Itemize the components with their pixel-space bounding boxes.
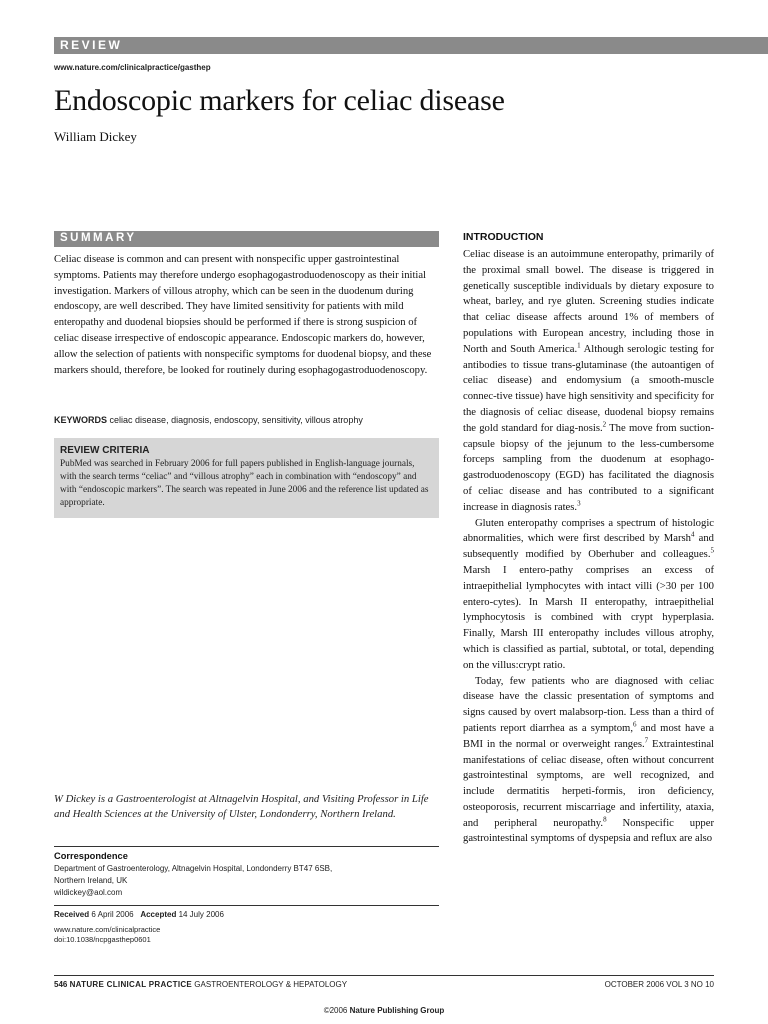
text-run: Nonspecific upper gastrointestinal symptoms of dyspepsia and reflux are also: [463, 817, 714, 845]
correspondence-address: [54, 863, 332, 899]
received-accepted-dates: [54, 910, 224, 919]
divider: [54, 846, 439, 847]
reference-6[interactable]: 6: [633, 720, 637, 729]
article-links: [54, 925, 160, 945]
summary-label: SUMMARY: [60, 232, 137, 244]
footer-issue: OCTOBER 2006 VOL 3 NO 10: [604, 980, 714, 989]
footer-journal: [54, 980, 347, 989]
correspondence-heading: Correspondence: [54, 851, 128, 861]
section-label: REVIEW: [60, 38, 123, 52]
section-header-bar: [54, 37, 768, 54]
text-run: The move from suction-capsule biopsy of the jejunum to the less-cumbersome forceps sampling from the duodenum at esophago-gastroduodenoscopy (EGD) has facilitated the diagnosis of celiac disease and has contributed to a significant increase in diagnosis rates.: [463, 422, 714, 513]
footer-divider: [54, 975, 714, 976]
introduction-heading: INTRODUCTION: [463, 231, 544, 243]
article-title: Endoscopic markers for celiac disease: [54, 84, 505, 117]
reference-3[interactable]: 3: [577, 499, 581, 508]
email-link[interactable]: wildickey@aol.com: [54, 888, 123, 897]
keywords-list: celiac disease, diagnosis, endoscopy, sensitivity, villous atrophy: [109, 415, 363, 425]
accepted-label: Accepted: [140, 910, 177, 919]
keywords-label: KEYWORDS: [54, 415, 108, 425]
reference-4[interactable]: 4: [690, 530, 695, 539]
reference-8[interactable]: 8: [603, 815, 607, 824]
text-run: and most have a BMI in the normal or overweight ranges.: [463, 722, 714, 750]
reference-2[interactable]: 2: [602, 420, 607, 429]
paragraph: [463, 247, 714, 516]
author-name: William Dickey: [54, 129, 137, 144]
reference-5[interactable]: 5: [710, 546, 714, 555]
copyright-year: ©2006: [323, 1006, 348, 1015]
divider: [54, 905, 439, 906]
copyright-line: [0, 1006, 768, 1015]
received-label: Received: [54, 910, 90, 919]
summary-header-bar: [54, 231, 439, 247]
text-run: Although serologic testing for antibodies to tissue trans-glutaminase (the autoantigen of celiac disease) and endomysium (a smooth-muscle connec-tive tissue) have high sensitivity and specificity for the diagnosis of celiac disease, duodenal biopsy remains the gold standard for diag-nosis.: [463, 343, 714, 434]
text-run: Extraintestinal manifestations of celiac disease, often without concurrent gastrointestinal symptoms, are well recognized, and include dermatitis herpeti-formis, iron deficiency, osteoporosis, recurrent miscarriage and infertility, ataxia, and peripheral neuropathy.: [463, 738, 714, 829]
review-criteria-text: PubMed was searched in February 2006 for full papers published in English-language journals, with the search terms “celiac” and “villous atrophy” each in combination with “endoscopy” and with “endoscopic markers”. The search was repeated in June 2006 and the reference list updated as appropriate.: [60, 459, 429, 508]
journal-subject: GASTROENTEROLOGY & HEPATOLOGY: [194, 980, 348, 989]
reference-1[interactable]: 1: [577, 341, 581, 350]
journal-url[interactable]: www.nature.com/clinicalpractice: [54, 925, 161, 934]
text-run: and subsequently modified by Oberhuber and colleagues.: [463, 533, 714, 561]
text-run: Celiac disease is an autoimmune enteropathy, primarily of the proximal small bowel. The disease is triggered in genetically susceptible individuals by dietary exposure to wheat, barley, and rye gluten. Screening studies indicate that celiac disease affects around 1% of members of populations with European ancestry, including those in North and South America.: [463, 249, 714, 355]
publisher-name: Nature Publishing Group: [349, 1006, 445, 1015]
doi-link[interactable]: doi:10.1038/ncpgasthep0601: [54, 935, 151, 944]
received-date: 6 April 2006: [91, 910, 134, 919]
paragraph: [463, 516, 714, 674]
introduction-body: [463, 247, 714, 847]
review-criteria-heading: REVIEW CRITERIA: [60, 445, 150, 456]
summary-text: Celiac disease is common and can present with nonspecific upper gastrointestinal symptoms. Patients may therefore undergo esophagogastroduodenoscopy as their initial investigation. Markers of villous atrophy, which can be seen in the duodenum during endoscopy, are well described. They have limited sensitivity for patients with mild enteropathy and duodenal biopsies should be performed if there is strong suspicion of celiac disease irrespective of endoscopic appearance. Endoscopic markers do, however, allow the selection of patients with nonspecific symptoms for duodenal biopsy, and these markers should, therefore, be looked for routinely during esophagogastroduodenoscopy.: [54, 254, 432, 376]
text-run: Marsh I entero-pathy comprises an excess of intraepithelial lymphocytes with intact villi (>30 per 100 entero-cytes). In Marsh II enteropathy, intraepithelial lymphocytosis is combined with crypt hyperplasia. Finally, Marsh III enteropathy includes villous atrophy, which is classified as partial, subtotal, or total, depending on the villus:crypt ratio.: [463, 564, 714, 671]
address-line: Department of Gastroenterology, Altnagelvin Hospital, Londonderry BT47 6SB,: [54, 864, 333, 873]
text-run: Gluten enteropathy comprises a spectrum of histologic abnormalities, which were first described by Marsh: [463, 517, 714, 545]
author-bio: W Dickey is a Gastroenterologist at Altnagelvin Hospital, and Visiting Professor in Life and Health Sciences at the University of Ulster, Londonderry, Northern Ireland.: [54, 793, 429, 821]
reference-7[interactable]: 7: [644, 736, 649, 745]
text-run: Today, few patients who are diagnosed with celiac disease have the classic presentation of symptoms and signs caused by overt malabsorp-tion. Less than a third of patients report diarrhea as a symptom,: [463, 675, 714, 734]
paragraph: [463, 674, 714, 848]
journal-name: NATURE CLINICAL PRACTICE: [69, 980, 193, 989]
keywords-line: [54, 415, 439, 425]
site-url[interactable]: www.nature.com/clinicalpractice/gasthep: [54, 63, 211, 72]
accepted-date: 14 July 2006: [178, 910, 224, 919]
review-criteria-box: [54, 438, 439, 518]
page-number: 546: [54, 980, 68, 989]
address-line: Northern Ireland, UK: [54, 876, 128, 885]
